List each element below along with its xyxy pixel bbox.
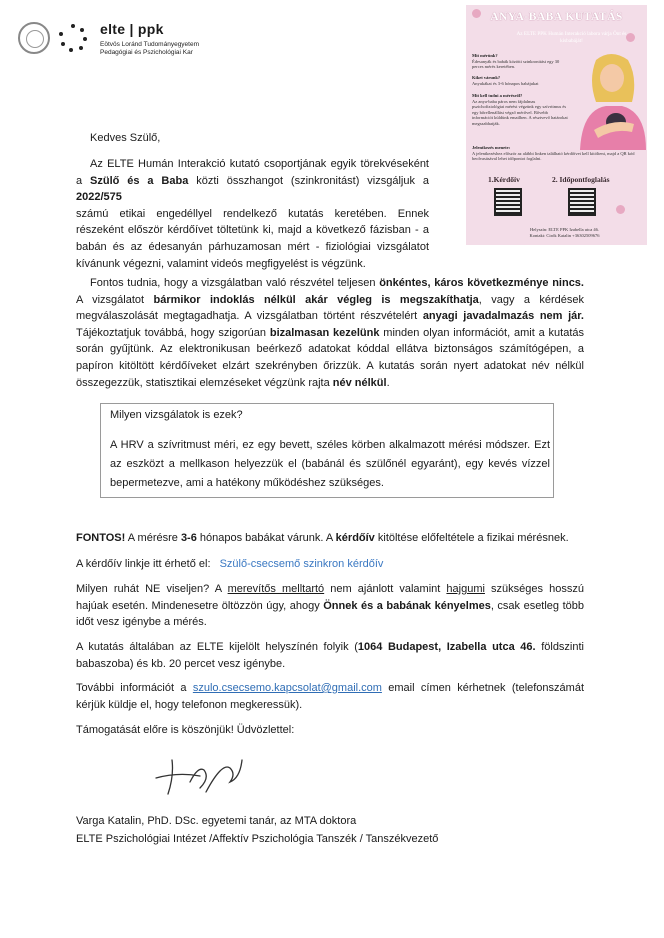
- text-line: [76, 639, 584, 656]
- text-line: [76, 239, 429, 256]
- poster-qa-2: [472, 75, 568, 86]
- text-line: [76, 358, 584, 375]
- mother-baby-illustration: [576, 50, 646, 150]
- text-segment: merevítős melltartó: [227, 583, 325, 595]
- text-segment: összegezzük, statisztikai elemzéseket végzünk rajta: [76, 376, 333, 389]
- text-line: az eszközt a mellkason helyezzük el (babánál és szülőnél egyaránt), egy kevés vízzel: [110, 458, 550, 470]
- info-box-question: Milyen vizsgálatok is ezek?: [110, 409, 243, 421]
- text-segment: papíron kitöltött kérdőíveket elzárt szekrényben őrizzük. A kutatás során nyert adatokat név nélkül: [76, 359, 584, 372]
- text-segment: , csak esetleg több: [490, 599, 584, 612]
- text-segment: Tájékoztatjuk továbbá, hogy szigorúan: [76, 326, 270, 339]
- text-segment: anyagi javadalmazás nem jár.: [422, 310, 584, 323]
- important-notice: [76, 530, 596, 547]
- text-line: [76, 292, 584, 309]
- clothing-paragraph: [76, 581, 584, 631]
- text-segment: Az ELTE Humán Interakció kutató csoportjának egyik törekvéseként: [90, 158, 429, 170]
- text-segment: részeként először kérdőívet töltetünk ki, majd a következő fázisban - a: [76, 224, 429, 237]
- text-line: [76, 581, 584, 598]
- poster-title: ANYA-BABA KUTATÁS: [490, 11, 623, 23]
- qr-code-questionnaire[interactable]: [494, 188, 522, 216]
- questionnaire-link-line: [76, 556, 383, 573]
- poster-location: Helyszín: ELTE PPK Izabella utca 46.: [529, 227, 600, 232]
- text-segment: Szülő és a Baba: [90, 174, 189, 187]
- text-segment: minden olyan információt, amit a kutatás: [379, 326, 584, 339]
- contact-text: További információt a: [76, 682, 193, 694]
- text-segment: szükséges hosszú: [484, 583, 584, 595]
- text-segment: kívánunk végezni, valamint videós megfigyelést is végzünk.: [76, 257, 366, 270]
- text-line: [76, 614, 584, 631]
- questionnaire-link[interactable]: Szülő-csecsemő szinkron kérdőív: [219, 558, 384, 570]
- voluntary-paragraph: [76, 275, 584, 391]
- intro-paragraph: [76, 156, 429, 272]
- text-segment: Önnek és a babának kényelmes: [323, 599, 491, 612]
- text-line: [76, 222, 429, 239]
- poster-answer: A jelentkezéshez először az alábbi linken található kérdőívet kell kitölteni, majd a QR kód beolvasásával lehet időpontot foglalni.: [472, 150, 635, 162]
- poster-step-questionnaire: 1.Kérdőív: [488, 175, 520, 184]
- text-line: [76, 173, 429, 206]
- brand-sub-line-2: Pedagógiai és Pszichológiai Kar: [100, 49, 193, 56]
- text-line: [76, 375, 584, 392]
- contact-line-2: kérjük küldje el, hogy telefonon megkeressük).: [76, 698, 303, 711]
- contact-line-1: [76, 680, 584, 697]
- qr-code-booking[interactable]: [568, 188, 596, 216]
- contact-text: email címen kérhetnek (telefonszámát: [381, 682, 584, 694]
- text-line: bepermetezve, ami a hatékony működéshez szükséges.: [110, 477, 384, 489]
- poster-question: Jelentkezés menete:: [472, 145, 511, 150]
- contact-paragraph: [76, 680, 584, 713]
- text-segment: hajgumi: [446, 583, 485, 595]
- important-label: FONTOS!: [76, 532, 126, 544]
- greeting: Kedves Szülő,: [90, 132, 161, 144]
- text-segment: megválaszolását megtagadhatja. A vizsgálatban történt részvételért: [76, 310, 423, 323]
- text-line: [76, 656, 584, 673]
- notice-questionnaire: kérdőív: [335, 532, 375, 544]
- text-segment: 2022/575: [76, 191, 122, 204]
- text-segment: bármikor indoklás nélkül akár végleg is megszakíthatja: [153, 293, 479, 306]
- poster-footer: [488, 227, 641, 239]
- ppk-dots-logo: [58, 23, 88, 53]
- notice-text: kitöltése előfeltétele a fizikai mérésnek.: [374, 532, 569, 544]
- text-segment: bizalmasan kezelünk: [269, 326, 380, 339]
- text-segment: során gyűjtünk. Az elektronikusan beérkező adatokat kóddal ellátva biztonságos számítógépen, a: [76, 343, 584, 356]
- signer-name: Varga Katalin, PhD. DSc. egyetemi tanár, az MTA doktora: [76, 815, 357, 827]
- text-line: [76, 341, 584, 358]
- text-line: [76, 308, 584, 325]
- info-box-body: [110, 436, 550, 493]
- thanks-line: Támogatását előre is köszönjük! Üdvözlettel:: [76, 724, 295, 736]
- text-segment: név nélkül: [332, 376, 387, 389]
- text-line: [76, 206, 429, 223]
- poster-step-booking: 2. Időpontfoglalás: [552, 175, 610, 184]
- study-poster: [466, 5, 647, 245]
- poster-question: Kiket várunk?: [472, 75, 501, 80]
- poster-question: Mit kell tudni a mérésről?: [472, 93, 523, 98]
- contact-email-link[interactable]: szulo.csecsemo.kapcsolat@gmail.com: [192, 682, 382, 694]
- text-line: [76, 275, 584, 292]
- notice-age: 3-6: [180, 532, 197, 544]
- text-segment: A kutatás általában az ELTE kijelölt helyszínén folyik (: [76, 641, 358, 653]
- text-line: [76, 256, 429, 273]
- text-segment: A vizsgálatot: [76, 293, 154, 306]
- text-segment: 1064 Budapest, Izabella utca 46.: [357, 641, 536, 653]
- poster-qa-1: [472, 53, 568, 70]
- poster-answer: Anyukákat és 3-6 hónapos babájukat: [472, 80, 539, 86]
- text-line: A HRV a szívritmust méri, ez egy bevett, széles körben alkalmazott mérési módszer. Ezt: [110, 439, 550, 451]
- text-segment: időt vesz igénybe a mérés.: [76, 616, 207, 629]
- flower-decoration: [616, 205, 625, 214]
- brand-subtitle: [100, 41, 210, 57]
- text-segment: Fontos tudnia, hogy a vizsgálatban való részvétel teljesen: [90, 277, 380, 289]
- poster-contact: Kontakt: Cirók Katalin +36302509676: [529, 232, 600, 238]
- text-segment: .: [386, 376, 390, 389]
- signer-role: ELTE Pszichológiai Intézet /Affektív Pszichológia Tanszék / Tanszékvezető: [76, 833, 439, 845]
- text-segment: hajúak esetén. Mindenesetre öltözzön úgy, ahogy: [76, 599, 324, 612]
- poster-qa-3: [472, 93, 568, 127]
- text-segment: önkéntes, káros következménye nincs.: [379, 277, 584, 289]
- link-label: A kérdőív linkje itt érhető el:: [76, 558, 211, 570]
- handwritten-signature: [150, 752, 245, 800]
- text-line: [76, 156, 429, 173]
- text-segment: számú etikai engedéllyel rendelkező kutatás keretében. Ennek: [76, 207, 429, 220]
- brand-name: elte | ppk: [100, 21, 164, 37]
- poster-answer: Édesanyák és babák közötti szinkronitást egy 30 perces mérés keretében.: [472, 58, 560, 70]
- poster-answer: Az anya-baba páros nem fájdalmas pszichofiziológiai mérést végzünk egy szívritmus és egy bőrellenállást végző mérővel. Bővebb információt küldünk emailben. A résztvevő határokat megszabhatják.: [472, 98, 568, 126]
- text-line: [76, 598, 584, 615]
- poster-subtitle: Az ELTE PPK Humán Interakció labora várja Önt és kisbabáját!: [516, 31, 627, 44]
- poster-qa-4: [472, 145, 640, 162]
- text-segment: nem ajánlott valamint: [324, 583, 447, 595]
- text-segment: babaszoba) és kb. 20 percet vesz igénybe.: [76, 657, 286, 670]
- poster-question: Mit mérünk?: [472, 53, 498, 58]
- university-seal-logo: [18, 22, 50, 54]
- notice-text: hónapos babákat várunk. A: [196, 532, 336, 544]
- text-line: [76, 325, 584, 342]
- text-segment: közti összhangot (szinkronitást) vizsgáljuk a: [188, 174, 429, 187]
- text-segment: Milyen ruhát NE viseljen? A: [76, 583, 228, 595]
- text-segment: babán és az édesanyán párhuzamosan mért - fiziológiai vizsgálatot: [76, 240, 429, 253]
- text-segment: a: [76, 174, 91, 187]
- text-segment: , vagy a kérdések: [478, 293, 584, 306]
- brand-sub-line-1: Eötvös Loránd Tudományegyetem: [100, 41, 200, 48]
- location-paragraph: [76, 639, 584, 672]
- text-segment: földszinti: [535, 641, 584, 653]
- notice-text: A mérésre: [125, 532, 181, 544]
